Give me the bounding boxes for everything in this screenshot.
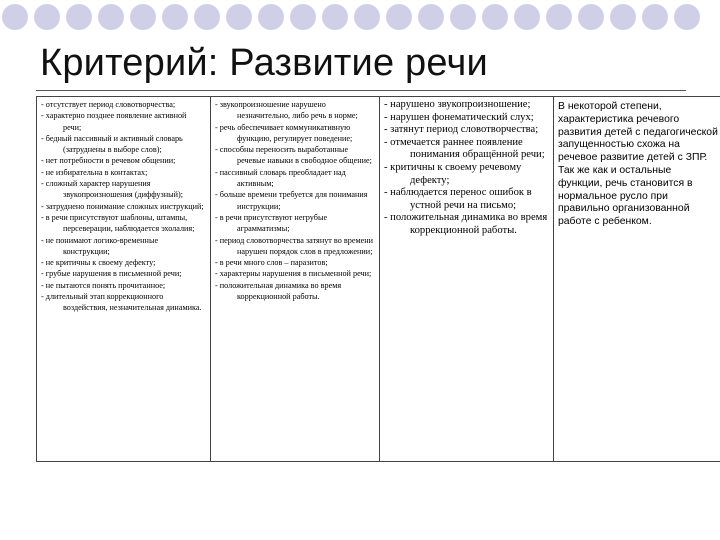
list-item: - положительная динамика во время коррекционной работы. [215, 280, 342, 302]
title-divider [36, 90, 686, 91]
summary-note: В некоторой степени, характеристика речевого развития детей с педагогической запущенностью схожа на речевое развитие детей с ЗПР. Так же как и остальные функции, речь становится в нормальное русло при правильно организованной работе с ребенком. [558, 101, 718, 228]
decorative-circle [226, 4, 252, 30]
list-item: - сложный характер нарушения звукопроизношения (диффузный); [41, 179, 183, 200]
list-item: - в речи присутствуют негрубые аграмматизмы; [215, 212, 328, 234]
list-item: - в речи много слов – паразитов; [215, 258, 328, 268]
list-item: - период словотворчества затянут во времени нарушен порядок слов в предложении; [215, 235, 374, 256]
list-item: - отмечается раннее появление понимания обращённой речи; [384, 136, 545, 161]
decorative-circle [578, 4, 604, 30]
list-item: - затянут период словотворчества; [384, 124, 539, 136]
decorative-circle [546, 4, 572, 30]
criteria-table [36, 96, 720, 462]
decorative-circle [354, 4, 380, 30]
decorative-circle [2, 4, 28, 30]
list-item: - нет потребности в речевом общении; [41, 156, 176, 166]
list-item: - затруднено понимание сложных инструкций; [41, 201, 204, 211]
list-item: - не критичны к своему дефекту; [41, 258, 156, 268]
decorative-circle [34, 4, 60, 30]
list-item: - не пытаются понять прочитанное; [41, 280, 166, 290]
decorative-circle [66, 4, 92, 30]
list-item: - нарушен фонематический слух; [384, 111, 534, 123]
list-item: - критичны к своему речевому дефекту; [384, 161, 522, 186]
decorative-circle [130, 4, 156, 30]
column-2-cell [211, 97, 380, 462]
decorative-circle [162, 4, 188, 30]
list-item: - нарушено звукопроизношение; [384, 99, 531, 110]
list-item: - не избирательна в контактах; [41, 167, 148, 177]
list-item: - пассивный словарь преобладает над активным; [215, 167, 346, 189]
decorative-circle [386, 4, 412, 30]
list-item: - речь обеспечивает коммуникативную функцию, регулирует поведение; [215, 122, 353, 143]
decorative-circle [322, 4, 348, 30]
list-item: - не понимают логико-временные конструкции; [41, 235, 159, 256]
decorative-circle [482, 4, 508, 30]
decorative-circle [514, 4, 540, 30]
list-item: - способны переносить выработанные речевые навыки в свободное общение; [215, 145, 372, 166]
list-item: - больше времени требуется для понимания инструкции; [215, 190, 368, 211]
list-item: - длительный этап коррекционного воздействия, незначительная динамика. [41, 292, 202, 313]
decorative-circle [98, 4, 124, 30]
decorative-circle [610, 4, 636, 30]
decorative-circle [450, 4, 476, 30]
list-item: - грубые нарушения в письменной речи; [41, 269, 182, 279]
column-4-cell [554, 97, 720, 462]
column-3-cell [380, 97, 554, 462]
list-item: - в речи присутствуют шаблоны, штампы, персеверации, наблюдается эхолалия; [41, 212, 195, 234]
decorative-circle [674, 4, 700, 30]
list-item: - положительная динамика во время коррекционной работы. [384, 212, 548, 236]
list-item: - звукопроизношение нарушено незначительно, либо речь в норме; [215, 100, 358, 121]
slide-title: Критерий: Развитие речи [40, 42, 488, 84]
list-item: - характерны нарушения в письменной речи; [215, 269, 372, 279]
decorative-circle [418, 4, 444, 30]
decorative-circle [194, 4, 220, 30]
list-item: - бедный пассивный и активный словарь (затруднены в выборе слов); [41, 133, 183, 155]
column-1-cell [37, 97, 211, 462]
list-item: - наблюдается перенос ошибок в устной речи на письмо; [384, 187, 532, 211]
table-row [37, 97, 720, 462]
decorative-circle [290, 4, 316, 30]
decorative-circle [258, 4, 284, 30]
decorative-circle [642, 4, 668, 30]
list-item: - характерно позднее появление активной речи; [41, 111, 187, 132]
list-item: - отсутствует период словотворчества; [41, 100, 176, 109]
